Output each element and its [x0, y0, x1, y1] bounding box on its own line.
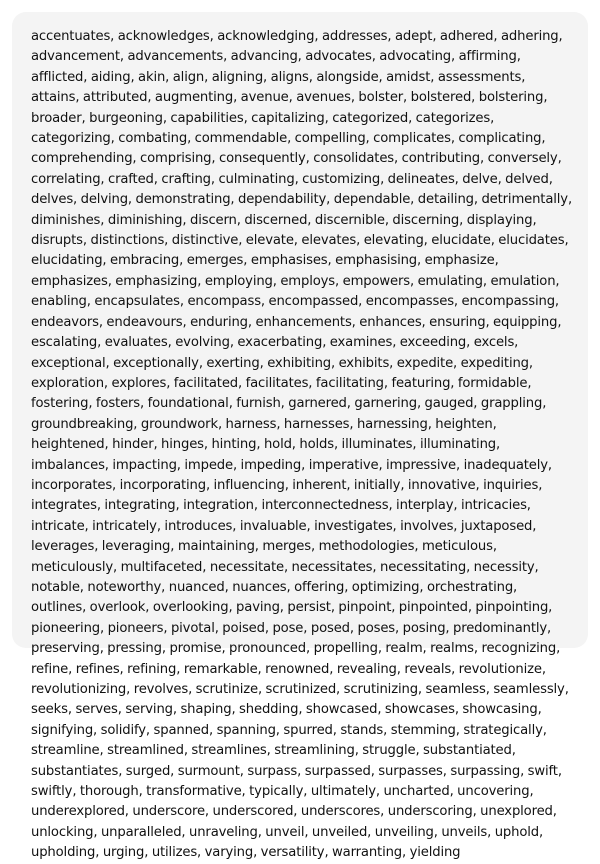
- word-list-card: [12, 12, 588, 861]
- word-list-text: accentuates, acknowledges, acknowledging, addresses, adept, adhered, adhering, advancement, advancements, advancing, advocates, advocating, affirming, afflicted, aiding, akin, align, aligning, aligns, alongside, amidst, assessments, attains, attributed, augmenting, avenue, avenues, bolster, bolstered, bolstering, broader, burgeoning, capabilities, capitalizing, categorized, categorizes, categorizing, combating, commendable, compelling, complicates, complicating, comprehending, comprising, consequently, consolidates, contributing, conversely, correlating, crafted, crafting, culminating, customizing, delineates, delve, delved, delves, delving, demonstrating, dependability, dependable, detailing, detrimentally, diminishes, diminishing, discern, discerned, discernible, discerning, displaying, disrupts, distinctions, distinctive, elevate, elevates, elevating, elucidate, elucidates, elucidating, embracing, emerges, emphasises, emphasising, emphasize, emphasizes, emphasizing, employing, employs, empowers, emulating, emulation, enabling, encapsulates, encompass, encompassed, encompasses, encompassing, endeavors, endeavours, enduring, enhancements, enhances, ensuring, equipping, escalating, evaluates, evolving, exacerbating, examines, exceeding, excels, exceptional, exceptionally, exerting, exhibiting, exhibits, expedite, expediting, exploration, explores, facilitated, facilitates, facilitating, featuring, formidable, fostering, fosters, foundational, furnish, garnered, garnering, gauged, grappling, groundbreaking, groundwork, harness, harnesses, harnessing, heighten, heightened, hinder, hinges, hinting, hold, holds, illuminates, illuminating, imbalances, impacting, impede, impeding, imperative, impressive, inadequately, incorporates, incorporating, influencing, inherent, initially, innovative, inquiries, integrates, integrating, integration, interconnectedness, interplay, intricacies, intricate, intricately, introduces, invaluable, investigates, involves, juxtaposed, leverages, leveraging, maintaining, merges, methodologies, meticulous, meticulously, multifaceted, necessitate, necessitates, necessitating, necessity, notable, noteworthy, nuanced, nuances, offering, optimizing, orchestrating, outlines, overlook, overlooking, paving, persist, pinpoint, pinpointed, pinpointing, pioneering, pioneers, pivotal, poised, pose, posed, poses, posing, predominantly, preserving, pressing, promise, pronounced, propelling, realm, realms, recognizing, refine, refines, refining, remarkable, renowned, revealing, reveals, revolutionize, revolutionizing, revolves, scrutinize, scrutinized, scrutinizing, seamless, seamlessly, seeks, serves, serving, shaping, shedding, showcased, showcases, showcasing, signifying, solidify, spanned, spanning, spurred, stands, stemming, strategically, streamline, streamlined, streamlines, streamlining, struggle, substantiated, substantiates, surged, surmount, surpass, surpassed, surpasses, surpassing, swift, swiftly, thorough, transformative, typically, ultimately, uncharted, uncovering, underexplored, underscore, underscored, underscores, underscoring, unexplored, unlocking, unparalleled, unraveling, unveil, unveiled, unveiling, unveils, uphold, upholding, urging, utilizes, varying, versatility, warranting, yielding: [31, 29, 572, 861]
